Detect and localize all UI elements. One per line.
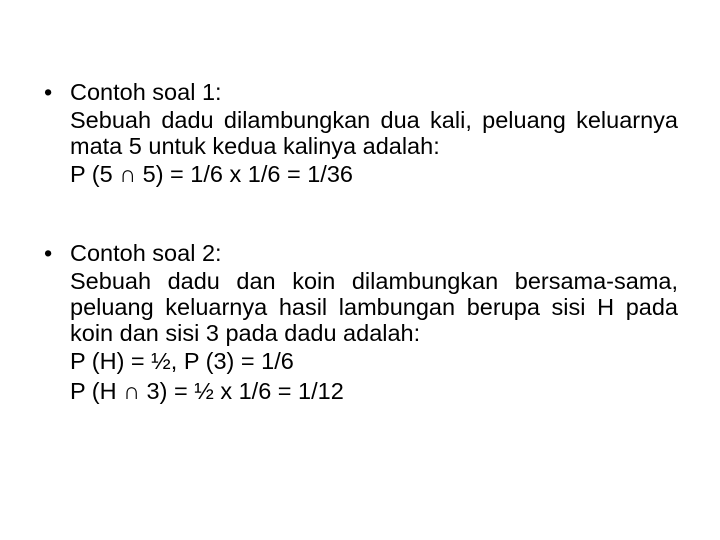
example-2	[44, 239, 680, 406]
example-1-heading: Contoh soal 1:	[70, 79, 222, 105]
bullet-icon: •	[44, 240, 53, 266]
example-1	[44, 78, 680, 189]
example-2-heading: Contoh soal 2:	[70, 240, 222, 266]
example-2-equation-2: P (H ∩ 3) = ½ x 1/6 = 1/12	[70, 378, 344, 404]
example-2-equation-1: P (H) = ½, P (3) = 1/6	[70, 348, 294, 374]
example-2-body: Sebuah dadu dan koin dilambungkan bersama-sama, peluang keluarnya hasil lambungan berupa sisi H pada koin dan sisi 3 pada dadu adalah:	[70, 268, 678, 346]
bullet-icon: •	[44, 79, 53, 105]
example-1-body: Sebuah dadu dilambungkan dua kali, peluang keluarnya mata 5 untuk kedua kalinya adalah:	[70, 107, 678, 159]
example-1-equation: P (5 ∩ 5) = 1/6 x 1/6 = 1/36	[70, 161, 353, 187]
